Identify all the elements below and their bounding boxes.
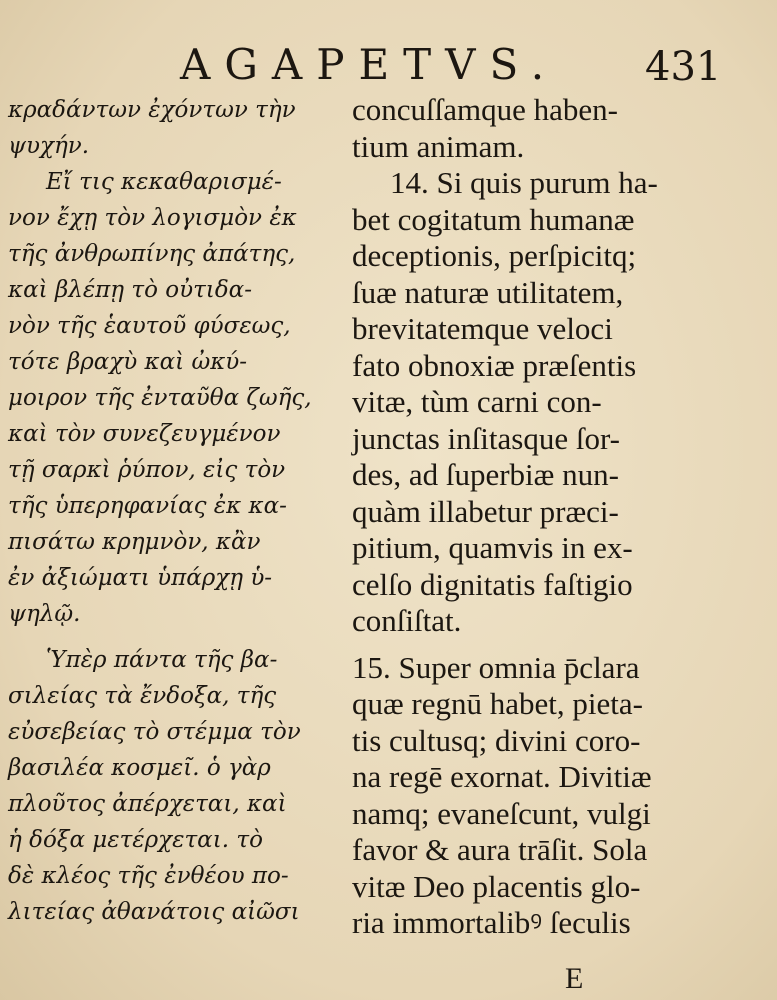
greek-line: καὶ βλέπῃ τὸ οὐτιδα-: [8, 277, 252, 303]
latin-line: na regē exornat. Divitiæ: [352, 759, 652, 794]
latin-line: quæ regnū habet, pieta-: [352, 686, 643, 721]
latin-line: namq; evaneſcunt, vulgi: [352, 795, 651, 831]
latin-line: deceptionis, perſpicitq;: [352, 238, 637, 273]
latin-line: brevitatemque veloci: [352, 311, 613, 346]
greek-line: βασιλέα κοσμεῖ. ὁ γὰρ: [8, 755, 271, 781]
greek-line: τότε βραχὺ καὶ ὠκύ-: [8, 349, 248, 375]
latin-line: favor & aura trāſit. Sola: [352, 832, 648, 867]
greek-line: ψηλῷ.: [8, 601, 81, 627]
greek-line: καὶ τὸν συνεζευγμένον: [8, 421, 281, 447]
greek-line: νὸν τῆς ἑαυτοῦ φύσεως,: [8, 313, 291, 339]
greek-line: εὐσεβείας τὸ στέμμα τὸν: [8, 719, 301, 745]
greek-line: τῆς ὑπερηφανίας ἐκ κα-: [8, 493, 287, 519]
greek-line: ψυχήν.: [8, 133, 90, 159]
latin-line: ſuæ naturæ utilitatem,: [352, 274, 624, 310]
latin-line: pitium, quamvis in ex-: [352, 530, 633, 565]
latin-line: tis cultusq; divini coro-: [352, 722, 641, 758]
greek-line: σιλείας τὰ ἔνδοξα, τῆς: [8, 683, 277, 709]
greek-line: τῇ σαρκὶ ῥύπον, εἰς τὸν: [8, 457, 286, 483]
latin-line: tium animam.: [352, 128, 525, 164]
greek-line: μοιρον τῆς ἐνταῦθα ζωῆς,: [8, 385, 312, 411]
greek-line: Εἴ τις κεκαθαρισμέ-: [46, 169, 282, 195]
greek-line: Ὑπὲρ πάντα τῆς βα-: [46, 647, 278, 673]
greek-line: ἡ δόξα μετέρχεται. τὸ: [8, 827, 263, 853]
greek-column: [8, 92, 328, 930]
greek-line: πλοῦτος ἀπέρχεται, καὶ: [8, 791, 287, 817]
latin-line: vitæ Deo placentis glo-: [352, 868, 641, 904]
latin-line: des, ad ſuperbiæ nun-: [352, 457, 619, 492]
running-title: AGAPETVS.: [180, 40, 559, 89]
latin-line: quàm illabetur præci-: [352, 493, 619, 529]
greek-line: ἐν ἀξιώματι ὑπάρχῃ ὑ-: [8, 565, 273, 591]
latin-line: junctas inſitasque ſor-: [352, 420, 620, 456]
greek-line: δὲ κλέος τῆς ἐνθέου πο-: [8, 863, 289, 889]
latin-line: celſo dignitatis faſtigio: [352, 566, 633, 602]
latin-line: concuſſamque haben-: [352, 92, 618, 127]
greek-line: κραδάντων ἐχόντων τὴν: [8, 97, 296, 123]
catchword: E: [565, 962, 584, 995]
greek-line: πισάτω κρημνὸν, κἂν: [8, 529, 261, 555]
page-number: 431: [645, 44, 722, 90]
latin-line: 14. Si quis purum ha-: [390, 165, 658, 200]
latin-line: bet cogitatum humanæ: [352, 201, 635, 237]
greek-line: τῆς ἀνθρωπίνης ἀπάτης,: [8, 241, 296, 267]
latin-line: fato obnoxiæ præſentis: [352, 347, 637, 383]
latin-column: [352, 92, 712, 942]
greek-line: νον ἔχῃ τὸν λογισμὸν ἐκ: [8, 205, 297, 231]
latin-line: conſiſtat.: [352, 603, 462, 638]
latin-line: vitæ, tùm carni con-: [352, 384, 602, 419]
latin-line: 15. Super omnia p̄clara: [352, 649, 640, 685]
greek-line: λιτείας ἀθανάτοις αἰῶσι: [8, 899, 300, 925]
latin-line: ria immortalibꝰ ſeculis: [352, 905, 631, 940]
